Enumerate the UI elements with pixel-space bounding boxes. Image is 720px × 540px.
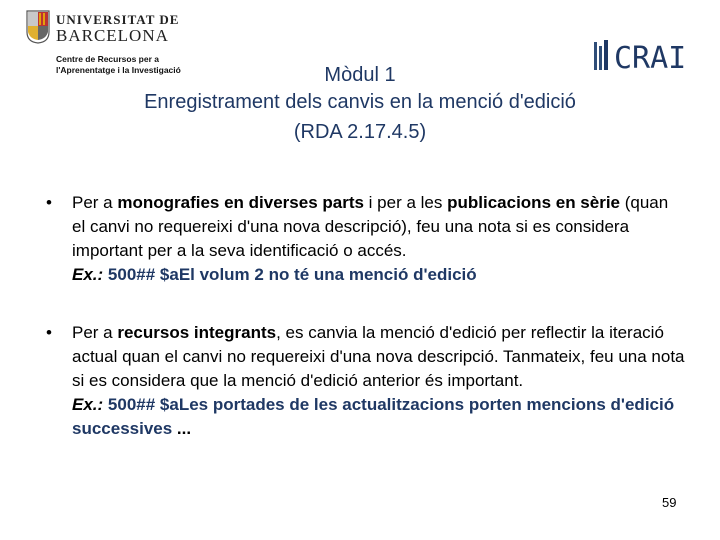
bullet-text bbox=[72, 321, 686, 441]
bullet-monografies bbox=[46, 191, 686, 287]
university-name-line2: BARCELONA bbox=[56, 26, 169, 45]
text-run: , es canvia la menció d'edició per reflectir la iteració actual quan el canvi no requereixi d'una nova descripció. Tanmateix, feu una nota si es considera que la menció d'edició anterior és important. bbox=[72, 323, 685, 390]
text-run: Per a bbox=[72, 193, 118, 212]
example-line bbox=[72, 263, 686, 287]
crai-subtitle-line1: Centre de Recursos per a bbox=[56, 54, 159, 64]
slide-subtitle: (RDA 2.17.4.5) bbox=[293, 121, 427, 143]
text-run: (quan el canvi no requereixi d'una nova descripció), feu una nota si es considera important per a la seva identificació o accés. bbox=[72, 193, 669, 260]
crai-logo-text: CRAI bbox=[614, 41, 687, 74]
example-text: 500## $aLes portades de les actualitzacions porten mencions d'edició successives bbox=[72, 395, 675, 438]
bullet-recursos-integrants bbox=[46, 321, 686, 441]
university-shield-icon bbox=[26, 10, 50, 44]
crai-subtitle-line2: l'Aprenentatge i la Investigació bbox=[56, 65, 181, 75]
text-run: Per a bbox=[72, 323, 118, 342]
bold-term: recursos integrants bbox=[117, 323, 277, 342]
bullet-dot: • bbox=[46, 323, 52, 342]
text-run: i per a les bbox=[363, 193, 448, 212]
example-label: Ex.: bbox=[72, 265, 104, 284]
bold-term: publicacions en sèrie bbox=[447, 193, 621, 212]
bullet-dot: • bbox=[46, 193, 52, 212]
module-title: Mòdul 1 bbox=[324, 64, 396, 86]
example-ellipsis: ... bbox=[176, 419, 192, 438]
page-number: 59 bbox=[662, 495, 677, 510]
university-name-line1: UNIVERSITAT DE bbox=[56, 12, 180, 27]
bullet-text bbox=[72, 191, 686, 287]
slide-title: Enregistrament dels canvis en la menció d'edició bbox=[144, 91, 576, 113]
bold-term: monografies en diverses parts bbox=[117, 193, 364, 212]
example-line bbox=[72, 393, 686, 441]
example-label: Ex.: bbox=[72, 395, 104, 414]
example-text: 500## $aEl volum 2 no té una menció d'edició bbox=[103, 265, 477, 284]
